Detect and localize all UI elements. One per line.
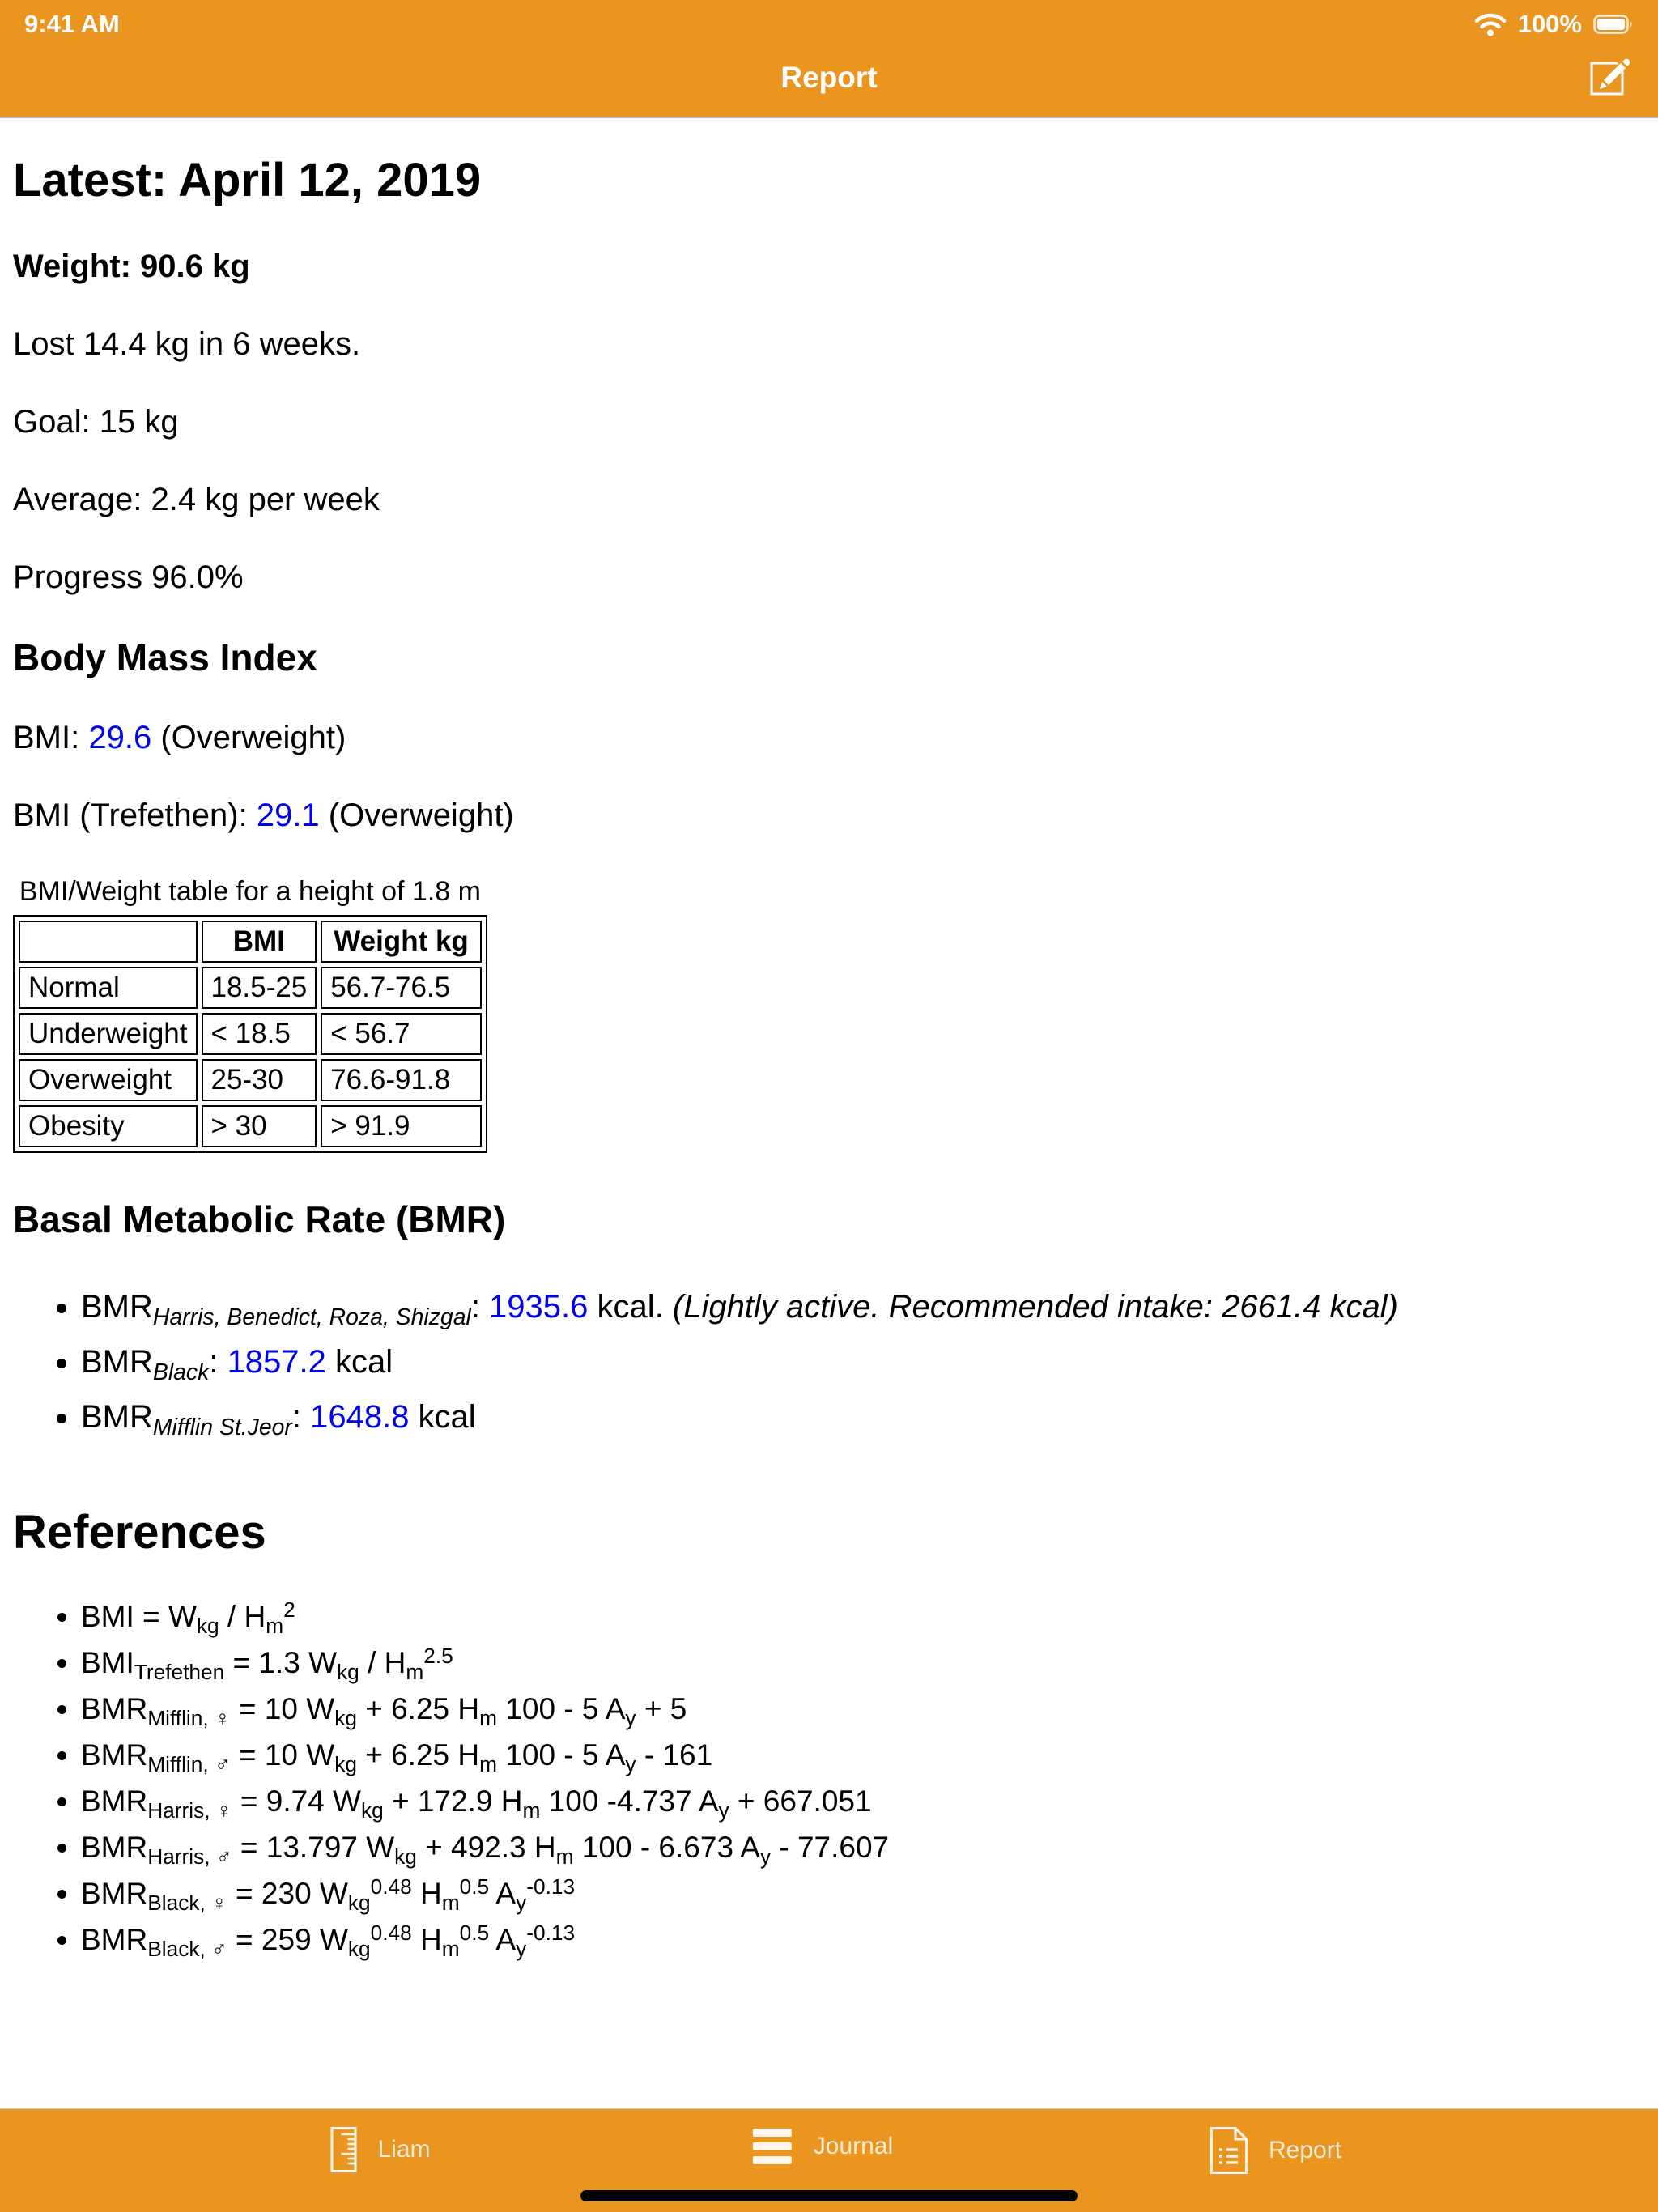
bmr-item: • $BMR_{Harris, Benedict, Roza, Shizgal}$: 1935.6 kcal. (Lightly active. Recommended intake: 2661.4 kcal) <box>81 1281 1645 1336</box>
subscript: kg <box>347 1936 371 1961</box>
superscript: -0.13 <box>526 1921 576 1946</box>
table-header-row <box>19 921 482 963</box>
subscript: Black <box>152 1359 210 1385</box>
superscript: 2 <box>283 1597 295 1623</box>
value-link[interactable]: 1648.8 <box>310 1399 410 1435</box>
table-cell: 25-30 <box>202 1059 317 1101</box>
superscript: 0.48 <box>370 1921 412 1946</box>
subscript: kg <box>196 1613 219 1638</box>
table-cell: > 91.9 <box>321 1105 482 1147</box>
tab-journal-label: Journal <box>813 2133 894 2159</box>
table-cell: < 56.7 <box>321 1013 482 1055</box>
subscript: y <box>759 1844 772 1869</box>
table-header-cell: Weight kg <box>321 921 482 963</box>
bmi-table-caption: BMI/Weight table for a height of 1.8 m <box>19 876 481 907</box>
superscript: -0.13 <box>526 1874 576 1899</box>
table-row <box>19 1105 482 1147</box>
bmr-item: • $BMR_{Mifflin St.Jeor}$: 1648.8 kcal <box>81 1391 1645 1446</box>
home-indicator[interactable] <box>580 2190 1078 2201</box>
ruler-icon <box>330 2127 356 2172</box>
table-row <box>19 1013 482 1055</box>
subscript: kg <box>394 1844 417 1869</box>
report-content <box>0 118 1658 1964</box>
subscript: m <box>522 1797 541 1823</box>
value-link[interactable]: 29.1 <box>256 798 320 833</box>
table-cell: 56.7-76.5 <box>321 967 482 1009</box>
subscript: Black, ♂ <box>147 1936 227 1961</box>
tab-report[interactable] <box>1210 2127 1341 2174</box>
table-header-cell: BMI <box>202 921 317 963</box>
subscript: kg <box>347 1890 371 1915</box>
bmr-item: • $BMR_{Black}$: 1857.2 kcal <box>81 1336 1645 1391</box>
subscript: kg <box>334 1705 357 1730</box>
latest-heading: Latest: April 12, 2019 <box>13 154 482 206</box>
battery-icon <box>1593 15 1634 34</box>
table-header-cell <box>19 921 198 963</box>
wifi-icon <box>1474 12 1507 36</box>
subscript: Mifflin, ♂ <box>147 1751 231 1776</box>
reference-item: • $BMR_{Black, ♂} = 259$ $W_{kg}^{0.48}$ $H_m^{0.5}$ $A_y^{-0.13}$ <box>81 1918 1645 1964</box>
subscript: m <box>266 1613 284 1638</box>
weight-line: Weight: 90.6 kg <box>13 249 250 284</box>
superscript: 2.5 <box>423 1644 453 1669</box>
table-cell: Obesity <box>19 1105 198 1147</box>
subscript: y <box>718 1797 729 1823</box>
subscript: y <box>516 1890 527 1915</box>
bmi-weight-table <box>13 874 487 1153</box>
table-cell: < 18.5 <box>202 1013 317 1055</box>
status-bar <box>0 8 1658 40</box>
subscript: Mifflin, ♀ <box>147 1705 231 1730</box>
table-row <box>19 967 482 1009</box>
lost-line: Lost 14.4 kg in 6 weeks. <box>13 326 361 362</box>
table-cell: 76.6-91.8 <box>321 1059 482 1101</box>
reference-item: • BMI = $W_{kg} / H_m^2$ <box>81 1595 1645 1641</box>
table-cell: 18.5-25 <box>202 967 317 1009</box>
journal-lines-icon <box>752 2127 793 2166</box>
subscript: m <box>441 1936 460 1961</box>
tab-liam-label: Liam <box>377 2136 431 2163</box>
status-time: 9:41 AM <box>24 10 120 38</box>
subscript: Black, ♀ <box>147 1890 227 1915</box>
value-link[interactable]: 1857.2 <box>227 1344 326 1380</box>
value-link[interactable]: 29.6 <box>88 720 152 755</box>
superscript: 0.5 <box>459 1874 490 1899</box>
table-cell: Underweight <box>19 1013 198 1055</box>
reference-item: • $BMR_{Black, ♀} = 230$ $W_{kg}^{0.48}$ $H_m^{0.5}$ $A_y^{-0.13}$ <box>81 1872 1645 1918</box>
bmi-heading: Body Mass Index <box>13 636 317 678</box>
subscript: m <box>479 1705 498 1730</box>
bmi-line: BMI: 29.6 (Overweight) <box>13 720 346 755</box>
subscript: Trefethen <box>134 1659 225 1684</box>
compose-button[interactable] <box>1590 53 1630 97</box>
nav-bar <box>0 0 1658 118</box>
references-heading: References <box>13 1506 266 1559</box>
bmi-trefethen-line: BMI (Trefethen): 29.1 (Overweight) <box>13 798 514 833</box>
bmr-list <box>13 1281 1645 1446</box>
reference-item: • $BMI_{Trefethen} = 1.3$ $W_{kg} / H_m^{2.5}$ <box>81 1641 1645 1687</box>
reference-item: • $BMR_{Mifflin, ♀} = 10$ $W_{kg} + 6.25$ $H_m$ 100 - 5 $A_y + 5$ <box>81 1687 1645 1733</box>
tab-liam[interactable] <box>330 2127 430 2172</box>
subscript: kg <box>337 1659 359 1684</box>
superscript: 0.5 <box>459 1921 490 1946</box>
page-title: Report <box>780 61 878 94</box>
document-list-icon <box>1210 2127 1248 2174</box>
subscript: kg <box>360 1797 384 1823</box>
subscript: m <box>406 1659 424 1684</box>
table-row <box>19 1059 482 1101</box>
reference-item: • $BMR_{Harris, ♀} = 9.74$ $W_{kg} + 172.9$ $H_m$ 100 -4.737 $A_y + 667.051$ <box>81 1780 1645 1826</box>
subscript: Harris, ♂ <box>147 1844 232 1869</box>
bmr-heading: Basal Metabolic Rate (BMR) <box>13 1198 506 1240</box>
tab-report-label: Report <box>1268 2137 1342 2163</box>
subscript: m <box>555 1844 574 1869</box>
battery-percent: 100% <box>1517 10 1582 38</box>
italic-note: (Lightly active. Recommended intake: 2661.4 kcal) <box>672 1289 1398 1325</box>
subscript: y <box>625 1705 636 1730</box>
table-body <box>19 967 482 1147</box>
subscript: kg <box>334 1751 357 1776</box>
subscript: y <box>625 1751 636 1776</box>
progress-line: Progress 96.0% <box>13 559 244 595</box>
subscript: Harris, ♀ <box>147 1797 232 1823</box>
compose-icon <box>1590 53 1630 97</box>
references-list <box>13 1595 1645 1964</box>
reference-item: • $BMR_{Mifflin, ♂} = 10$ $W_{kg} + 6.25$ $H_m$ 100 - 5 $A_y - 161$ <box>81 1733 1645 1780</box>
subscript: Harris, Benedict, Roza, Shizgal <box>152 1304 471 1330</box>
subscript: Mifflin St.Jeor <box>152 1414 292 1440</box>
reference-item: • $BMR_{Harris, ♂} = 13.797$ $W_{kg} + 492.3$ $H_m$ 100 - 6.673 $A_y - 77.607$ <box>81 1826 1645 1872</box>
average-line: Average: 2.4 kg per week <box>13 482 380 517</box>
table-cell: > 30 <box>202 1105 317 1147</box>
value-link[interactable]: 1935.6 <box>489 1289 589 1325</box>
subscript: y <box>516 1936 527 1961</box>
superscript: 0.48 <box>370 1874 412 1899</box>
tab-journal[interactable] <box>752 2127 893 2166</box>
table-cell: Overweight <box>19 1059 198 1101</box>
subscript: m <box>441 1890 460 1915</box>
subscript: m <box>479 1751 498 1776</box>
goal-line: Goal: 15 kg <box>13 404 179 440</box>
table-cell: Normal <box>19 967 198 1009</box>
